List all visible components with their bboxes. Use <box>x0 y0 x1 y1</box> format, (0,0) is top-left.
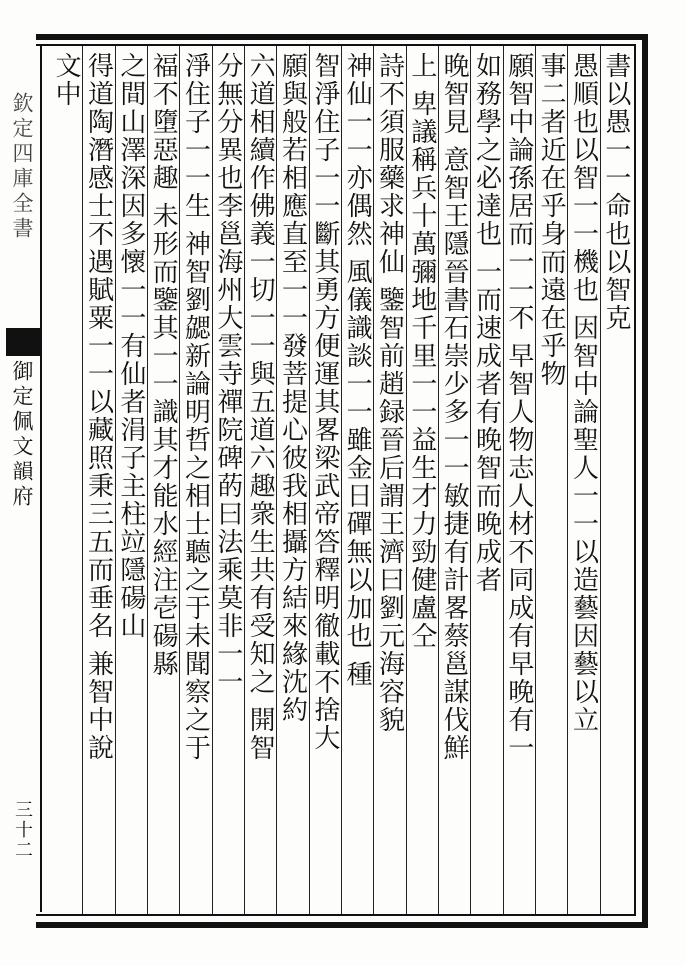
frame-inner-right-rule <box>634 44 636 916</box>
text-column: 分無分異也李邕海州大雲寺禪院碑菂曰法乘莫非一一 <box>212 52 243 696</box>
column-divider <box>567 46 568 914</box>
text-column: 詩不須服藥求神仙 鑒智前趙録晉后謂王濟曰劉元海容貌 <box>374 52 405 735</box>
text-column: 得道陶潛感士不遇賦粟一一以藏照秉三五而垂名 兼智中說 <box>83 52 114 763</box>
text-column: 神仙一一亦偶然 風儀識談一一雖金日磾無以加也 種 <box>342 52 373 689</box>
column-divider <box>212 46 213 914</box>
column-divider <box>470 46 471 914</box>
column-divider <box>244 46 245 914</box>
frame-inner-top-rule <box>36 44 636 46</box>
text-column: 上 卑議稱兵十萬彌地千里一一益生才力勁健盧仝 <box>406 52 437 651</box>
text-column: 書以愚一一命也以智克 <box>600 52 631 332</box>
text-column: 晚智見 意智王隱晉書石崇少多一一敏捷有計畧蔡邕謀伐鮮 <box>439 52 470 763</box>
column-divider <box>276 46 277 914</box>
margin-series-title: 欽定四庫全書 <box>10 92 34 242</box>
text-column: 福不墮惡趣 未形而鑒其一一識其才能水經注壱碭縣 <box>148 52 179 679</box>
column-divider <box>535 46 536 914</box>
text-column: 如務學之必達也 一而速成者有晚智而晚成者 <box>471 52 502 595</box>
frame-inner-bottom-rule <box>36 914 636 916</box>
text-column: 願智中論孫居而一一不 早智人物志人材不同成有早晚有一 <box>503 52 534 763</box>
column-divider <box>309 46 310 914</box>
column-divider <box>503 46 504 914</box>
text-column: 淨住子一一生 神智劉勰新論明哲之相士聽之于未聞察之于 <box>180 52 211 763</box>
text-column: 智淨住子一一斷其勇方便運其畧梁武帝答釋明徹載不捨大 <box>309 52 340 752</box>
column-divider <box>341 46 342 914</box>
frame-right-rule <box>642 34 648 928</box>
column-divider <box>373 46 374 914</box>
column-divider <box>115 46 116 914</box>
text-column: 之間山澤深因多懷一一有仙者涓子主柱竝隱碭山 <box>115 52 146 640</box>
column-divider <box>147 46 148 914</box>
text-column: 事二者近在乎身而遠在乎物 <box>536 52 567 388</box>
text-column: 六道相續作佛義一切一一與五道六趣衆生共有受知之 開智 <box>245 52 276 763</box>
text-column: 愚順也以智一一機也 因智中論聖人一一以造藝因藝以立 <box>568 52 599 735</box>
frame-top-rule <box>36 34 648 40</box>
margin-page-number: 三十二 <box>12 800 33 860</box>
column-divider <box>179 46 180 914</box>
margin-book-title: 御定佩文韻府 <box>10 360 34 510</box>
column-divider <box>600 46 601 914</box>
column-divider <box>406 46 407 914</box>
column-divider <box>438 46 439 914</box>
frame-bottom-rule <box>36 922 648 928</box>
fishtail-mark <box>6 328 40 356</box>
margin-rule <box>40 46 42 912</box>
column-divider <box>82 46 83 914</box>
text-column: 文中 <box>51 52 82 108</box>
text-column: 願與般若相應直至一一發菩提心彼我相攝方結來緣沈約 <box>277 52 308 724</box>
